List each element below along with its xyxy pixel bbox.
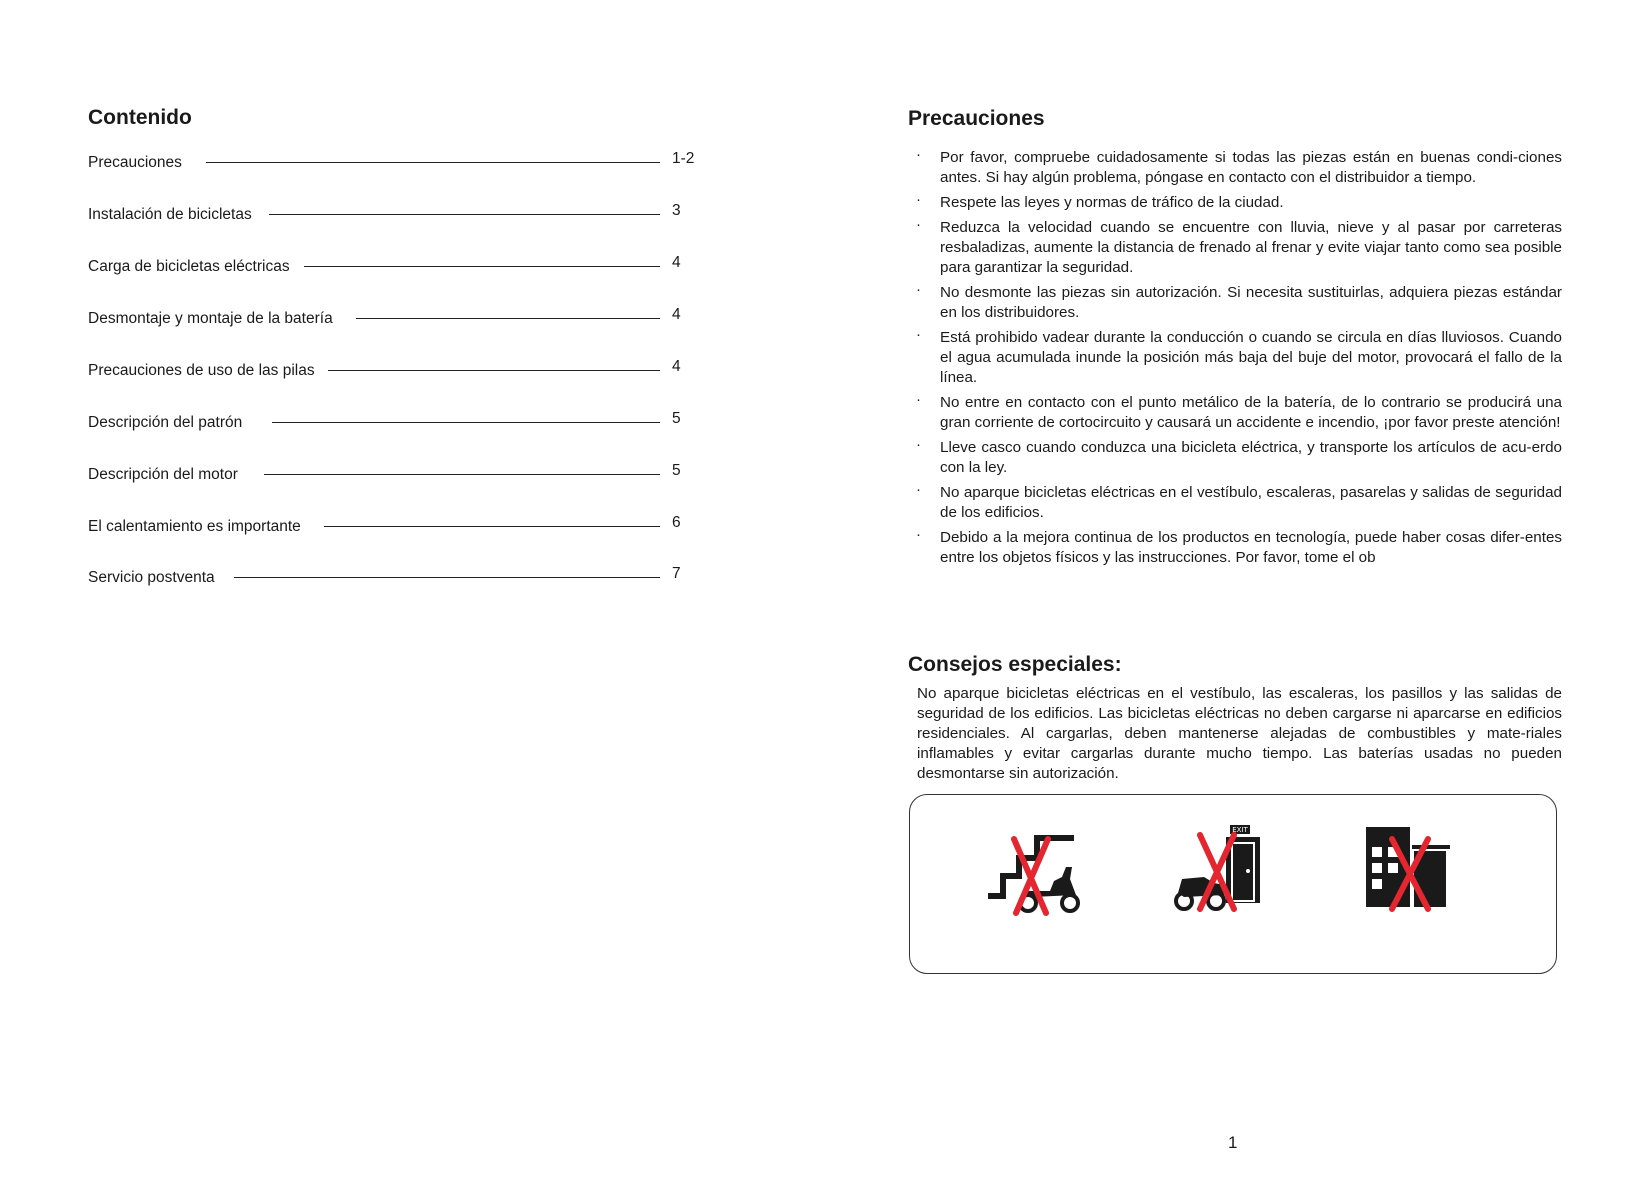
toc-leader-line: [264, 474, 660, 475]
building-window: [1372, 863, 1382, 873]
bullet-icon: ·: [916, 146, 921, 163]
toc-entry-label: El calentamiento es importante: [88, 518, 301, 535]
list-item: [914, 393, 1562, 433]
toc-entry-label: Descripción del patrón: [88, 414, 243, 431]
precautions-title: Precauciones: [908, 107, 1045, 130]
list-item: [914, 328, 1562, 388]
bullet-icon: ·: [916, 526, 921, 543]
toc-entry-label: Descripción del motor: [88, 466, 238, 483]
toc-leader-line: [234, 577, 660, 578]
tips-text: No aparque bicicletas eléctricas en el vestíbulo, las escaleras, los pasillos y las salidas de seguridad de los edificios. Las bicicletas eléctricas no deben cargarse ni aparcarse en edificios residenciales. Al cargarlas, deben mantenerse alejadas de combustibles y mate-riales inflamables y evitar cargarlas durante mucho tiempo. Las baterías usadas no pueden desmontarse sin autorización.: [917, 685, 1562, 782]
page-number: 1: [1228, 1133, 1238, 1152]
toc-leader-line: [206, 162, 660, 163]
toc-entry-page: 6: [672, 514, 681, 531]
scooter-body: [1178, 877, 1224, 897]
precaution-text: No aparque bicicletas eléctricas en el vestíbulo, escaleras, pasarelas y salidas de seguridad de los edificios.: [940, 484, 1562, 521]
building-window: [1388, 863, 1398, 873]
toc-entry-label: Servicio postventa: [88, 569, 215, 586]
toc-entry[interactable]: [88, 358, 698, 382]
list-item: [914, 193, 1562, 213]
list-item: [914, 528, 1562, 568]
scooter-wheel: [1062, 895, 1078, 911]
bullet-icon: ·: [916, 281, 921, 298]
right-page: [822, 0, 1644, 1191]
toc-leader-line: [304, 266, 660, 267]
toc-entry[interactable]: [88, 514, 698, 538]
toc-entry-page: 7: [672, 565, 681, 582]
toc-entry-page: 4: [672, 306, 681, 323]
toc-title: Contenido: [88, 106, 192, 129]
precaution-text: Lleve casco cuando conduzca una bicicleta eléctrica, y transporte los artículos de acu-erdo con la ley.: [940, 439, 1562, 476]
pictogram-box: [909, 794, 1557, 974]
toc-entry-label: Precauciones de uso de las pilas: [88, 362, 315, 379]
bullet-icon: ·: [916, 191, 921, 208]
toc-entry[interactable]: [88, 462, 698, 486]
building-window: [1372, 879, 1382, 889]
list-item: [914, 218, 1562, 278]
exit-sign-text: EXIT: [1232, 826, 1248, 834]
toc-entry[interactable]: [88, 202, 698, 226]
list-item: [914, 483, 1562, 523]
toc-entry-label: Precauciones: [88, 154, 182, 171]
precaution-text: No desmonte las piezas sin autorización. Si necesita sustituirlas, adquiera piezas estándar en los distribuidores.: [940, 284, 1562, 321]
toc-entry-page: 1-2: [672, 150, 695, 167]
toc-entry[interactable]: [88, 150, 698, 174]
list-item: [914, 283, 1562, 323]
precaution-text: Respete las leyes y normas de tráfico de la ciudad.: [940, 194, 1284, 211]
tips-title: Consejos especiales:: [908, 653, 1122, 676]
bullet-icon: ·: [916, 216, 921, 233]
no-parking-building-icon: [1362, 821, 1458, 917]
toc-entry[interactable]: [88, 410, 698, 434]
toc-leader-line: [324, 526, 660, 527]
no-parking-exit-icon: [1174, 821, 1270, 917]
toc-entry-page: 5: [672, 410, 681, 427]
building-window: [1372, 847, 1382, 857]
precaution-text: Reduzca la velocidad cuando se encuentre con lluvia, nieve y al pasar por carreteras resbaladizas, aumente la distancia de frenado al frenar y evite viajar tanto como sea posible para garantizar la seguridad.: [940, 219, 1562, 276]
toc-leader-line: [356, 318, 660, 319]
list-item: [914, 438, 1562, 478]
toc-leader-line: [272, 422, 660, 423]
precaution-text: Debido a la mejora continua de los productos en tecnología, puede haber cosas difer-entes entre los objetos físicos y las instrucciones. Por favor, tome el ob: [940, 529, 1562, 566]
toc-leader-line: [328, 370, 660, 371]
toc-entry-label: Carga de bicicletas eléctricas: [88, 258, 290, 275]
bullet-icon: ·: [916, 436, 921, 453]
toc-entry-page: 3: [672, 202, 681, 219]
precaution-text: Por favor, compruebe cuidadosamente si todas las piezas están en buenas condi-ciones antes. Si hay algún problema, póngase en contacto con el distribuidor a tiempo.: [940, 149, 1562, 186]
bullet-icon: ·: [916, 326, 921, 343]
toc-entry-page: 5: [672, 462, 681, 479]
building-roof: [1412, 845, 1450, 849]
toc-entry-label: Desmontaje y montaje de la batería: [88, 310, 333, 327]
no-parking-stairs-icon: [986, 821, 1082, 917]
door-handle: [1246, 869, 1250, 873]
toc-entry-page: 4: [672, 254, 681, 271]
precautions-list: [914, 148, 1562, 573]
toc-entry[interactable]: [88, 254, 698, 278]
bullet-icon: ·: [916, 391, 921, 408]
toc-entry[interactable]: [88, 565, 698, 589]
bullet-icon: ·: [916, 481, 921, 498]
list-item: [914, 148, 1562, 188]
toc-entry-label: Instalación de bicicletas: [88, 206, 252, 223]
toc-leader-line: [269, 214, 660, 215]
precaution-text: No entre en contacto con el punto metálico de la batería, de lo contrario se producirá una gran corriente de cortocircuito y causará un accidente e incendio, ¡por favor preste atención!: [940, 394, 1562, 431]
toc-entry[interactable]: [88, 306, 698, 330]
precaution-text: Está prohibido vadear durante la conducción o cuando se circula en días lluviosos. Cuando el agua acumulada inunde la posición más baja del buje del motor, provocará el fallo de la línea.: [940, 329, 1562, 386]
toc-entry-page: 4: [672, 358, 681, 375]
